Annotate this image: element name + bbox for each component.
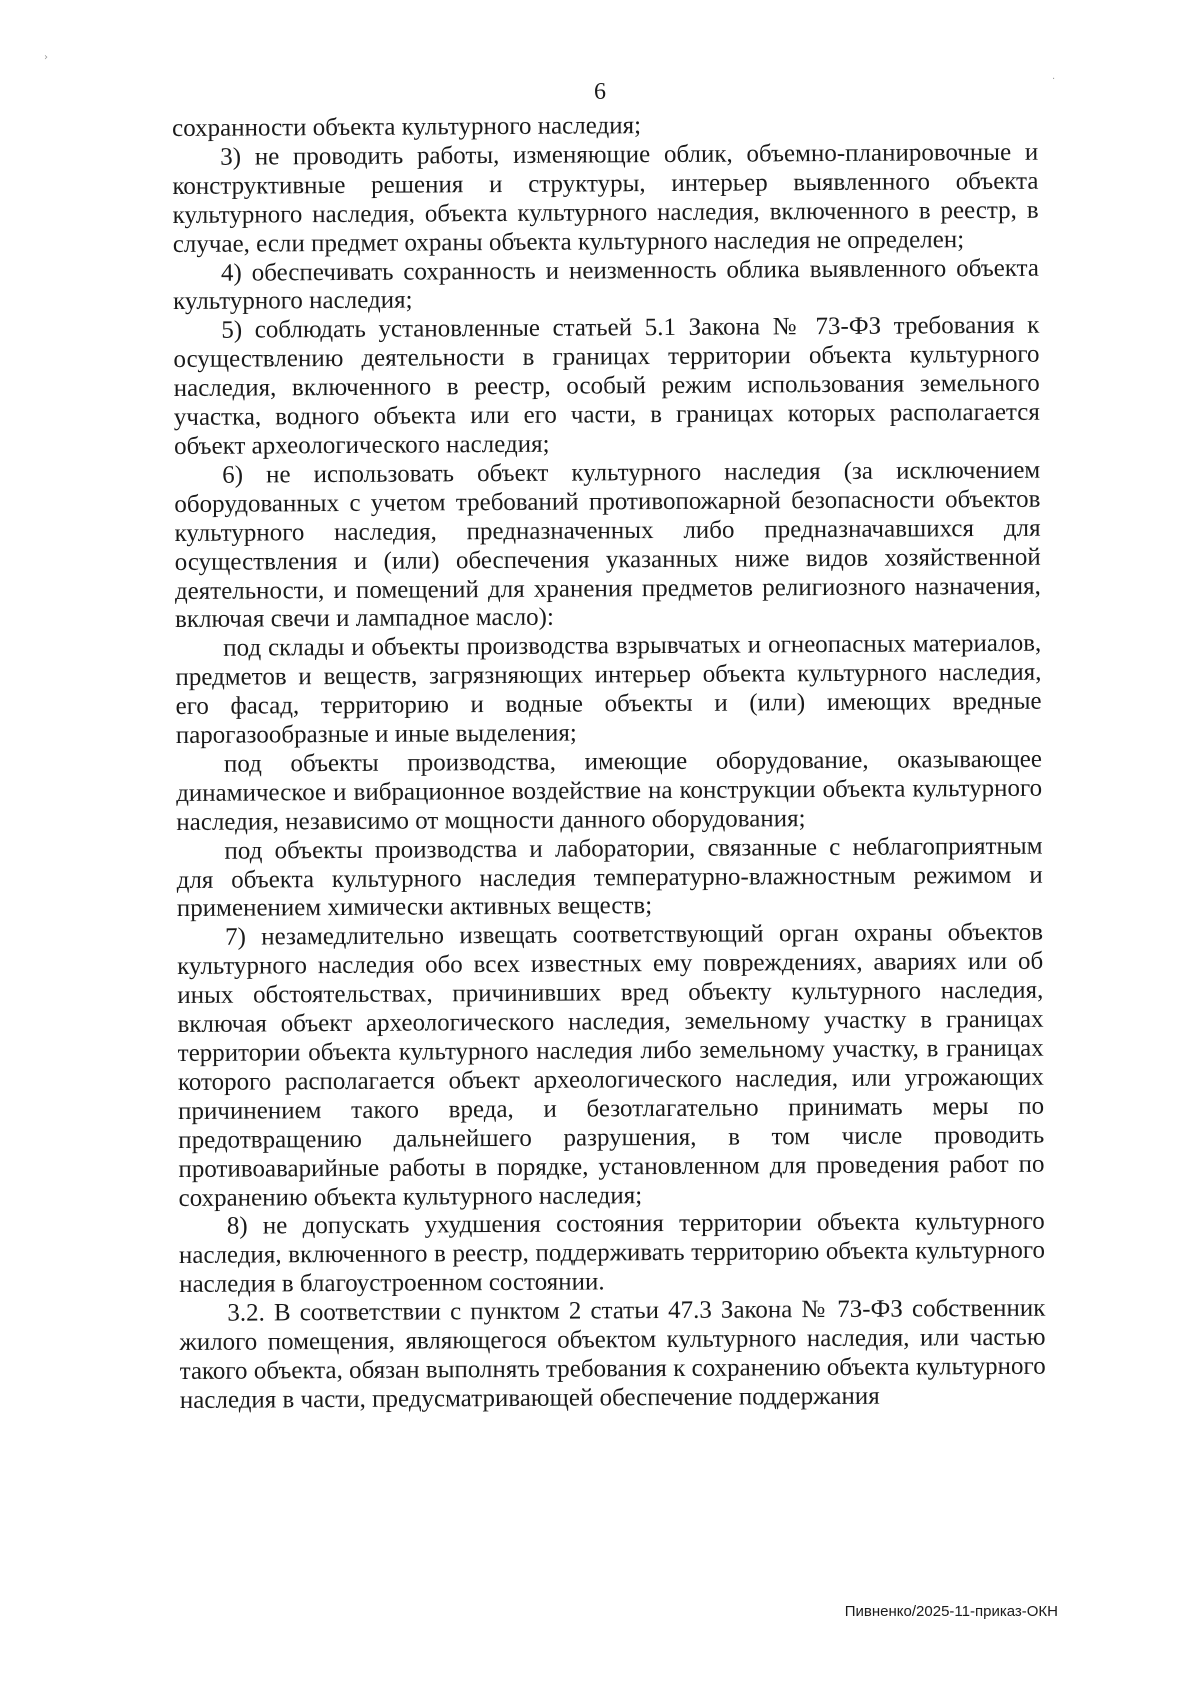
paragraph-section-3-2: 3.2. В соответствии с пунктом 2 статьи 47.3 Закона № 73-ФЗ собственник жилого помещения, являющегося объектом культурного наследия, или частью такого объекта, обязан выполнять требования к сохранению объекта культурного наследия в части, предусматривающей обеспечение поддержания bbox=[179, 1294, 1046, 1414]
page-number: 6 bbox=[594, 79, 606, 105]
paragraph-item-3: 3) не проводить работы, изменяющие облик, объемно-планировочные и конструктивные решения и структуры, интерьер выявленного объекта культурного наследия, объекта культурного наследия, включенного в реестр, в случае, если предмет охраны объекта культурного наследия не определен; bbox=[172, 138, 1039, 258]
paragraph-item-7: 7) незамедлительно извещать соответствующий орган охраны объектов культурного наследия обо всех известных ему повреждениях, авариях или об иных обстоятельствах, причинивших вред объекту культурного наследия, включая объект археологического наследия, земельному участку в границах территории объекта культурного наследия либо земельному участку, в границах которого располагается объект археологического наследия, или угрожающих причинением такого вреда, и безотлагательно принимать меры по предотвращению дальнейшего разрушения, в том числе проводить противоаварийные работы в порядке, установленном для проведения работ по сохранению объекта культурного наследия; bbox=[177, 919, 1045, 1212]
paragraph-item-4: 4) обеспечивать сохранность и неизменность облика выявленного объекта культурного наследия; bbox=[173, 254, 1040, 316]
footer-document-reference: Пивненко/2025-11-приказ-ОКН bbox=[844, 1603, 1058, 1620]
paragraph-subitem-warehouses: под склады и объекты производства взрывчатых и огнеопасных материалов, предметов и веществ, загрязняющих интерьер объекта культурного наследия, его фасад, территорию и водные объекты и (или) имеющих вредные парогазообразные и иные выделения; bbox=[175, 630, 1042, 750]
document-body bbox=[172, 110, 1046, 1416]
scan-artifact-mark: › bbox=[44, 52, 48, 63]
paragraph-item-6: 6) не использовать объект культурного наследия (за исключением оборудованных с учетом требований противопожарной безопасности объектов культурного наследия, предназначенных либо предназначавшихся для осуществления и (или) обеспечения указанных ниже видов хозяйственной деятельности, и помещений для хранения предметов религиозного назначения, включая свечи и лампадное масло): bbox=[174, 456, 1041, 634]
scan-artifact-dot: · bbox=[1052, 74, 1056, 85]
paragraph-continuation: сохранности объекта культурного наследия; bbox=[172, 112, 642, 142]
paragraph-subitem-production-equipment: под объекты производства, имеющие оборудование, оказывающее динамическое и вибрационное воздействие на конструкции объекта культурного наследия, независимо от мощности данного оборудования; bbox=[176, 745, 1043, 836]
paragraph-item-8: 8) не допускать ухудшения состояния территории объекта культурного наследия, включенного в реестр, поддерживать территорию объекта культурного наследия в благоустроенном состоянии. bbox=[178, 1208, 1046, 1299]
paragraph-item-5: 5) соблюдать установленные статьей 5.1 Закона № 73-ФЗ требования к осуществлению деятельности в границах территории объекта культурного наследия, включенного в реестр, особый режим использования земельного участка, водного объекта или его части, в границах которых располагается объект археологического наследия; bbox=[173, 312, 1040, 460]
paragraph-subitem-laboratories: под объекты производства и лаборатории, связанные с неблагоприятным для объекта культурного наследия температурно-влажностным режимом и применением химически активных веществ; bbox=[176, 832, 1043, 923]
